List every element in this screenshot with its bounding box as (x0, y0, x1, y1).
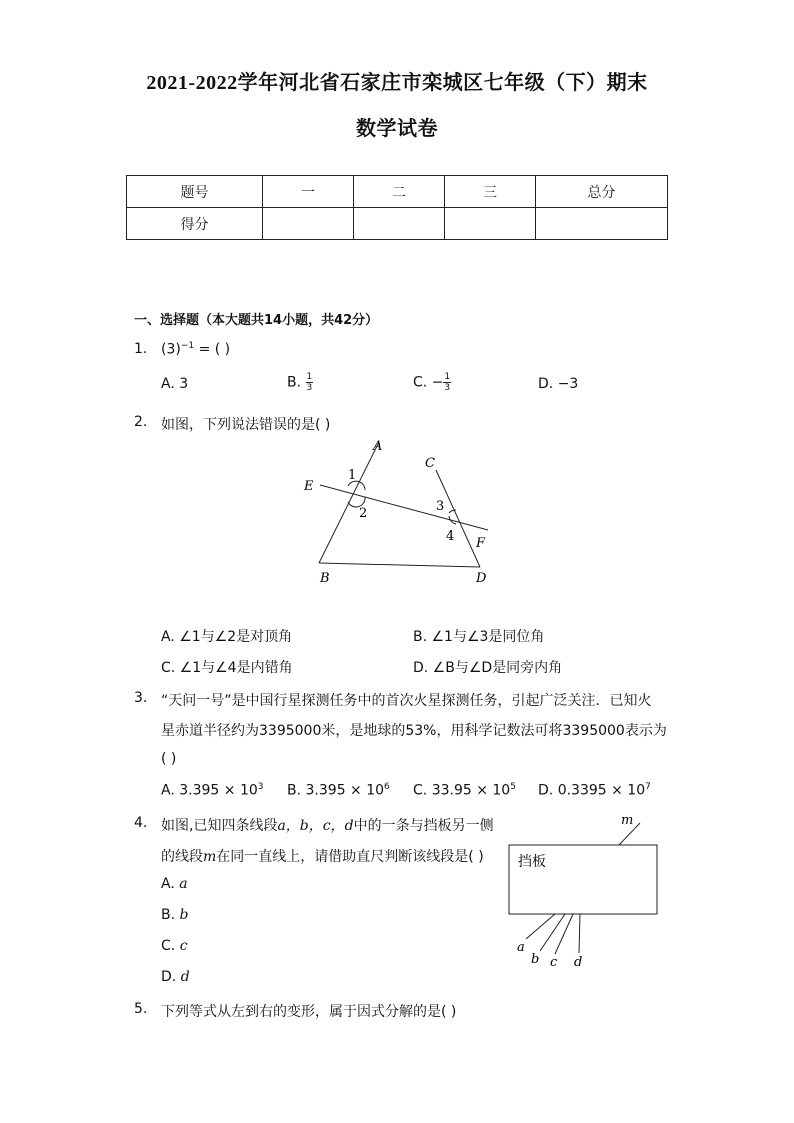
q1-tail: = ( ) (194, 341, 231, 358)
option-text: b (179, 907, 189, 923)
segment-d (579, 914, 580, 953)
segment-label-a: a (517, 940, 525, 955)
point-label-a: A (373, 439, 383, 454)
option-a[interactable] (161, 876, 188, 892)
option-label: C. (413, 782, 428, 799)
option-label: A. (161, 782, 175, 799)
line-cd (436, 470, 480, 567)
question-2-stem: 如图，下列说法错误的是( ) (161, 417, 331, 433)
option-b[interactable]: B. ∠1与∠3是同位角 (413, 629, 545, 645)
option-text: c (179, 938, 188, 954)
option-d[interactable] (538, 376, 578, 392)
table-cell: 三 (445, 176, 536, 208)
question-number: 5. (134, 1001, 148, 1017)
table-row (127, 208, 668, 240)
table-cell: 得分 (127, 208, 263, 240)
table-cell: 总分 (536, 176, 668, 208)
option-label: D. (538, 782, 554, 799)
option-label: B. (161, 907, 176, 923)
segment-c (555, 914, 573, 954)
question-number: 4. (134, 815, 148, 831)
numerator: 1 (306, 372, 313, 382)
angle-label-3: 3 (436, 499, 445, 514)
denominator: 3 (444, 383, 451, 393)
question-3-line3: ( ) (161, 751, 177, 767)
option-c[interactable]: C. ∠1与∠4是内错角 (161, 660, 293, 676)
table-cell (536, 208, 668, 240)
question-4-line1 (161, 815, 494, 835)
option-b[interactable] (287, 782, 390, 799)
question-3-line1: “天问一号”是中国行星探测任务中的首次火星探测任务，引起广泛关注．已知火 (161, 693, 652, 709)
option-a[interactable] (161, 782, 264, 799)
table-cell: 题号 (127, 176, 263, 208)
q4-vars: a，b，c，d (277, 818, 354, 834)
option-label: C. (413, 374, 428, 391)
page-title-line1: 2021-2022学年河北省石家庄市栾城区七年级（下）期末 (146, 72, 648, 94)
board-label: 挡板 (518, 854, 546, 870)
point-label-e: E (304, 479, 314, 494)
segment-label-d: d (574, 955, 583, 970)
segment-b (540, 914, 565, 951)
geometry-figure (290, 432, 510, 592)
option-label: D. (538, 376, 554, 392)
option-text: 3.395 × 10 (179, 782, 258, 799)
board-figure (500, 808, 670, 978)
table-cell: 二 (354, 176, 445, 208)
question-number: 3. (134, 690, 148, 706)
point-label-f: F (476, 536, 486, 551)
option-text: d (180, 969, 190, 985)
option-d[interactable] (538, 782, 651, 799)
option-text: −3 (557, 376, 579, 392)
angle-label-2: 2 (359, 506, 368, 521)
option-b[interactable] (287, 372, 313, 393)
numerator: 1 (444, 372, 451, 382)
option-text: 3.395 × 10 (305, 782, 385, 799)
score-table (126, 175, 668, 240)
option-a[interactable] (161, 376, 188, 392)
option-text: a (179, 876, 188, 892)
q4-text: 如图,已知四条线段 (161, 818, 278, 834)
q4-text: 的线段 (161, 849, 203, 865)
question-1-stem (161, 341, 230, 358)
fraction (306, 372, 314, 393)
segment-label-m: m (621, 813, 634, 828)
option-c[interactable] (161, 938, 188, 954)
exponent: 3 (257, 782, 264, 792)
point-label-c: C (425, 456, 435, 471)
option-text: 0.3395 × 10 (557, 782, 646, 799)
point-label-b: B (320, 571, 330, 586)
option-label: A. (161, 876, 175, 892)
option-a[interactable]: A. ∠1与∠2是对顶角 (161, 629, 293, 645)
q4-text: 中的一条与挡板另一侧 (353, 818, 494, 834)
q4-var-m: m (203, 849, 217, 865)
q4-text: 在同一直线上，请借助直尺判断该线段是( ) (216, 849, 484, 865)
angle-label-1: 1 (348, 468, 357, 483)
option-c[interactable] (413, 372, 451, 393)
fraction (443, 372, 451, 393)
table-row (127, 176, 668, 208)
line-bd (319, 563, 480, 567)
segment-label-c: c (550, 955, 558, 970)
table-cell (263, 208, 354, 240)
option-label: B. (287, 374, 302, 391)
denominator: 3 (306, 383, 313, 393)
line-ab (319, 442, 379, 563)
q1-base: (3) (161, 341, 181, 358)
section-heading: 一、选择题（本大题共14小题，共42分） (134, 313, 379, 328)
exponent: 6 (384, 782, 390, 792)
minus-sign: − (431, 374, 444, 391)
table-cell: 一 (263, 176, 354, 208)
line-ef (320, 485, 488, 530)
question-5-stem: 下列等式从左到右的变形，属于因式分解的是( ) (161, 1004, 457, 1020)
table-cell (445, 208, 536, 240)
exponent: 7 (645, 782, 651, 792)
option-label: D. (161, 969, 177, 985)
table-cell (354, 208, 445, 240)
option-text: 3 (179, 376, 189, 392)
question-number: 1. (134, 341, 148, 357)
option-text: 33.95 × 10 (431, 782, 511, 799)
option-d[interactable] (161, 969, 190, 985)
point-label-d: D (476, 571, 487, 586)
segment-label-b: b (531, 952, 540, 967)
question-4-line2 (161, 846, 484, 866)
exponent: 5 (510, 782, 516, 792)
option-label: C. (161, 938, 176, 954)
angle-label-4: 4 (446, 529, 455, 544)
page-title-line2: 数学试卷 (356, 118, 438, 140)
option-label: B. (287, 782, 302, 799)
option-label: A. (161, 376, 175, 392)
option-c[interactable] (413, 782, 516, 799)
question-3-line2: 星赤道半径约为3395000米，是地球的53%，用科学记数法可将3395000表示为 (161, 723, 667, 739)
option-b[interactable] (161, 907, 188, 923)
q1-exponent: −1 (180, 341, 195, 351)
question-number: 2. (134, 414, 148, 430)
option-d[interactable]: D. ∠B与∠D是同旁内角 (413, 660, 563, 676)
